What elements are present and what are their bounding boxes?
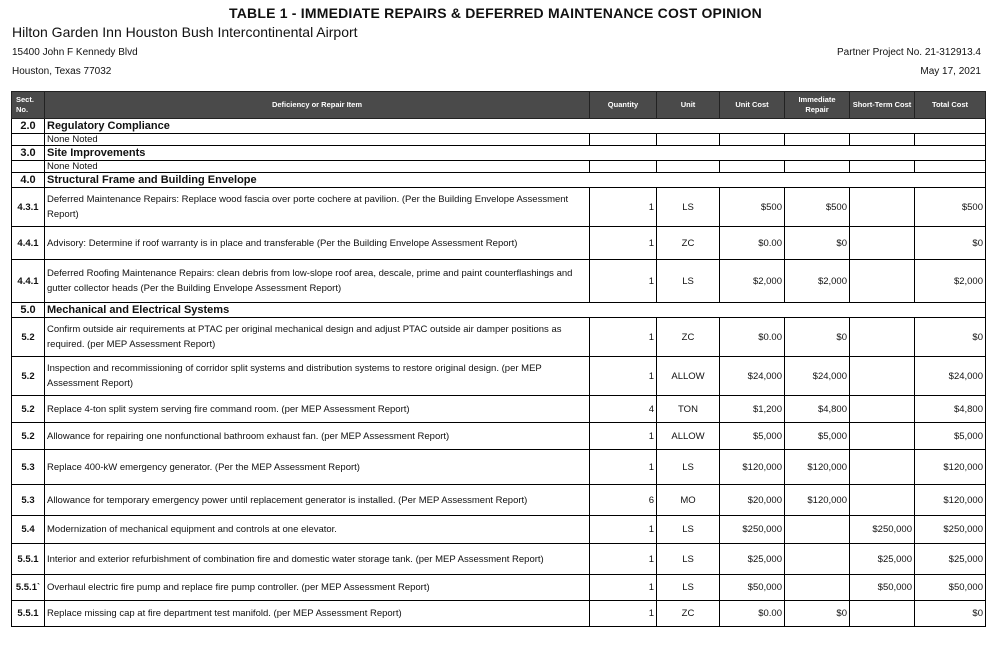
none-noted-row <box>12 161 986 173</box>
col-header-unit: Unit <box>657 92 720 119</box>
col-header-quantity: Quantity <box>590 92 657 119</box>
short-term-cost <box>850 423 915 450</box>
short-term-cost: $50,000 <box>850 575 915 601</box>
quantity: 1 <box>590 544 657 575</box>
empty-cell <box>720 134 785 146</box>
unit-cost: $25,000 <box>720 544 785 575</box>
unit: LS <box>657 575 720 601</box>
unit: LS <box>657 450 720 485</box>
item-description: Allowance for temporary emergency power until replacement generator is installed. (Per MEP Assessment Report) <box>45 485 590 516</box>
unit: TON <box>657 396 720 423</box>
immediate-repair <box>785 575 850 601</box>
empty-cell <box>785 134 850 146</box>
item-description: Interior and exterior refurbishment of combination fire and domestic water storage tank. (per MEP Assessment Report) <box>45 544 590 575</box>
total-cost: $4,800 <box>915 396 986 423</box>
item-description: Modernization of mechanical equipment and controls at one elevator. <box>45 516 590 544</box>
unit-cost: $500 <box>720 188 785 227</box>
section-row <box>12 303 986 318</box>
quantity: 1 <box>590 601 657 627</box>
address-line-2: Houston, Texas 77032 <box>12 66 112 77</box>
empty-cell <box>720 161 785 173</box>
total-cost: $500 <box>915 188 986 227</box>
quantity: 1 <box>590 318 657 357</box>
sect-no: 4.4.1 <box>12 260 45 303</box>
unit-cost: $24,000 <box>720 357 785 396</box>
immediate-repair: $0 <box>785 318 850 357</box>
table-row <box>12 227 986 260</box>
sect-no: 5.5.1 <box>12 544 45 575</box>
immediate-repair: $4,800 <box>785 396 850 423</box>
unit: LS <box>657 516 720 544</box>
unit: ZC <box>657 318 720 357</box>
cost-table <box>11 91 986 627</box>
empty-cell <box>657 134 720 146</box>
item-description: Allowance for repairing one nonfunctional bathroom exhaust fan. (per MEP Assessment Report) <box>45 423 590 450</box>
section-title: Structural Frame and Building Envelope <box>45 173 986 188</box>
unit-cost: $0.00 <box>720 227 785 260</box>
table-row <box>12 601 986 627</box>
total-cost: $5,000 <box>915 423 986 450</box>
item-description: Replace missing cap at fire department test manifold. (per MEP Assessment Report) <box>45 601 590 627</box>
sect-no: 5.4 <box>12 516 45 544</box>
total-cost: $120,000 <box>915 450 986 485</box>
report-title: TABLE 1 - IMMEDIATE REPAIRS & DEFERRED MAINTENANCE COST OPINION <box>229 5 762 21</box>
quantity: 6 <box>590 485 657 516</box>
table-row <box>12 188 986 227</box>
unit-cost: $1,200 <box>720 396 785 423</box>
unit: LS <box>657 544 720 575</box>
table-row <box>12 485 986 516</box>
immediate-repair: $0 <box>785 227 850 260</box>
short-term-cost <box>850 318 915 357</box>
unit-cost: $20,000 <box>720 485 785 516</box>
quantity: 1 <box>590 450 657 485</box>
section-title: Regulatory Compliance <box>45 119 986 134</box>
unit: MO <box>657 485 720 516</box>
sect-no: 5.2 <box>12 357 45 396</box>
unit-cost: $120,000 <box>720 450 785 485</box>
project-number: Partner Project No. 21-312913.4 <box>837 47 981 58</box>
immediate-repair: $5,000 <box>785 423 850 450</box>
immediate-repair: $120,000 <box>785 450 850 485</box>
quantity: 1 <box>590 575 657 601</box>
short-term-cost <box>850 357 915 396</box>
table-row <box>12 423 986 450</box>
empty-cell <box>850 134 915 146</box>
section-number: 2.0 <box>12 119 45 134</box>
empty-cell <box>850 161 915 173</box>
empty-cell <box>12 161 45 173</box>
sect-no: 5.2 <box>12 423 45 450</box>
quantity: 1 <box>590 423 657 450</box>
total-cost: $25,000 <box>915 544 986 575</box>
unit-cost: $2,000 <box>720 260 785 303</box>
empty-cell <box>590 134 657 146</box>
short-term-cost <box>850 227 915 260</box>
col-header-item: Deficiency or Repair Item <box>45 92 590 119</box>
empty-cell <box>12 134 45 146</box>
section-row <box>12 146 986 161</box>
sect-no: 4.3.1 <box>12 188 45 227</box>
col-header-unit-cost: Unit Cost <box>720 92 785 119</box>
unit-cost: $250,000 <box>720 516 785 544</box>
immediate-repair: $0 <box>785 601 850 627</box>
empty-cell <box>657 161 720 173</box>
table-header-row <box>12 92 986 119</box>
section-row <box>12 173 986 188</box>
section-number: 4.0 <box>12 173 45 188</box>
total-cost: $2,000 <box>915 260 986 303</box>
total-cost: $120,000 <box>915 485 986 516</box>
short-term-cost <box>850 396 915 423</box>
quantity: 1 <box>590 188 657 227</box>
sect-no: 5.2 <box>12 318 45 357</box>
short-term-cost: $25,000 <box>850 544 915 575</box>
total-cost: $50,000 <box>915 575 986 601</box>
empty-cell <box>915 161 986 173</box>
section-number: 5.0 <box>12 303 45 318</box>
section-number: 3.0 <box>12 146 45 161</box>
quantity: 1 <box>590 260 657 303</box>
unit-cost: $50,000 <box>720 575 785 601</box>
quantity: 1 <box>590 357 657 396</box>
none-noted-text: None Noted <box>45 134 590 146</box>
sect-no: 4.4.1 <box>12 227 45 260</box>
unit-cost: $0.00 <box>720 318 785 357</box>
col-header-sect: Sect. No. <box>12 92 45 119</box>
unit: ZC <box>657 601 720 627</box>
empty-cell <box>590 161 657 173</box>
table-row <box>12 318 986 357</box>
unit: ZC <box>657 227 720 260</box>
table-row <box>12 516 986 544</box>
item-description: Advisory: Determine if roof warranty is in place and transferable (Per the Building Envelope Assessment Report) <box>45 227 590 260</box>
report-date: May 17, 2021 <box>920 66 981 77</box>
table-row <box>12 260 986 303</box>
quantity: 1 <box>590 227 657 260</box>
unit: LS <box>657 260 720 303</box>
col-header-immediate: Immediate Repair <box>785 92 850 119</box>
short-term-cost <box>850 260 915 303</box>
unit-cost: $5,000 <box>720 423 785 450</box>
empty-cell <box>785 161 850 173</box>
short-term-cost <box>850 188 915 227</box>
item-description: Inspection and recommissioning of corridor split systems and distribution systems to restore original design. (per MEP Assessment Report) <box>45 357 590 396</box>
sect-no: 5.3 <box>12 450 45 485</box>
property-name: Hilton Garden Inn Houston Bush Intercontinental Airport <box>12 24 358 40</box>
short-term-cost <box>850 601 915 627</box>
quantity: 4 <box>590 396 657 423</box>
short-term-cost <box>850 450 915 485</box>
short-term-cost: $250,000 <box>850 516 915 544</box>
table-row <box>12 575 986 601</box>
unit: LS <box>657 188 720 227</box>
item-description: Confirm outside air requirements at PTAC per original mechanical design and adjust PTAC outside air damper positions as required. (per MEP Assessment Report) <box>45 318 590 357</box>
total-cost: $250,000 <box>915 516 986 544</box>
table-row <box>12 396 986 423</box>
unit: ALLOW <box>657 423 720 450</box>
none-noted-text: None Noted <box>45 161 590 173</box>
sect-no: 5.5.1` <box>12 575 45 601</box>
sect-no: 5.2 <box>12 396 45 423</box>
total-cost: $0 <box>915 601 986 627</box>
immediate-repair <box>785 544 850 575</box>
item-description: Replace 400-kW emergency generator. (Per the MEP Assessment Report) <box>45 450 590 485</box>
section-title: Site Improvements <box>45 146 986 161</box>
immediate-repair: $120,000 <box>785 485 850 516</box>
unit-cost: $0.00 <box>720 601 785 627</box>
total-cost: $24,000 <box>915 357 986 396</box>
table-row <box>12 357 986 396</box>
short-term-cost <box>850 485 915 516</box>
total-cost: $0 <box>915 227 986 260</box>
section-title: Mechanical and Electrical Systems <box>45 303 986 318</box>
total-cost: $0 <box>915 318 986 357</box>
immediate-repair: $24,000 <box>785 357 850 396</box>
none-noted-row <box>12 134 986 146</box>
item-description: Deferred Maintenance Repairs: Replace wood fascia over porte cochere at pavilion. (Per the Building Envelope Assessment Report) <box>45 188 590 227</box>
item-description: Deferred Roofing Maintenance Repairs: clean debris from low-slope roof area, descale, prime and paint counterflashings and gutter collector heads (Per the Building Envelope Assessment Report) <box>45 260 590 303</box>
section-row <box>12 119 986 134</box>
unit: ALLOW <box>657 357 720 396</box>
sect-no: 5.3 <box>12 485 45 516</box>
sect-no: 5.5.1 <box>12 601 45 627</box>
item-description: Replace 4-ton split system serving fire command room. (per MEP Assessment Report) <box>45 396 590 423</box>
empty-cell <box>915 134 986 146</box>
item-description: Overhaul electric fire pump and replace fire pump controller. (per MEP Assessment Report) <box>45 575 590 601</box>
table-row <box>12 450 986 485</box>
immediate-repair: $2,000 <box>785 260 850 303</box>
table-row <box>12 544 986 575</box>
col-header-short-term: Short-Term Cost <box>850 92 915 119</box>
immediate-repair: $500 <box>785 188 850 227</box>
col-header-total: Total Cost <box>915 92 986 119</box>
quantity: 1 <box>590 516 657 544</box>
address-line-1: 15400 John F Kennedy Blvd <box>12 47 138 58</box>
immediate-repair <box>785 516 850 544</box>
